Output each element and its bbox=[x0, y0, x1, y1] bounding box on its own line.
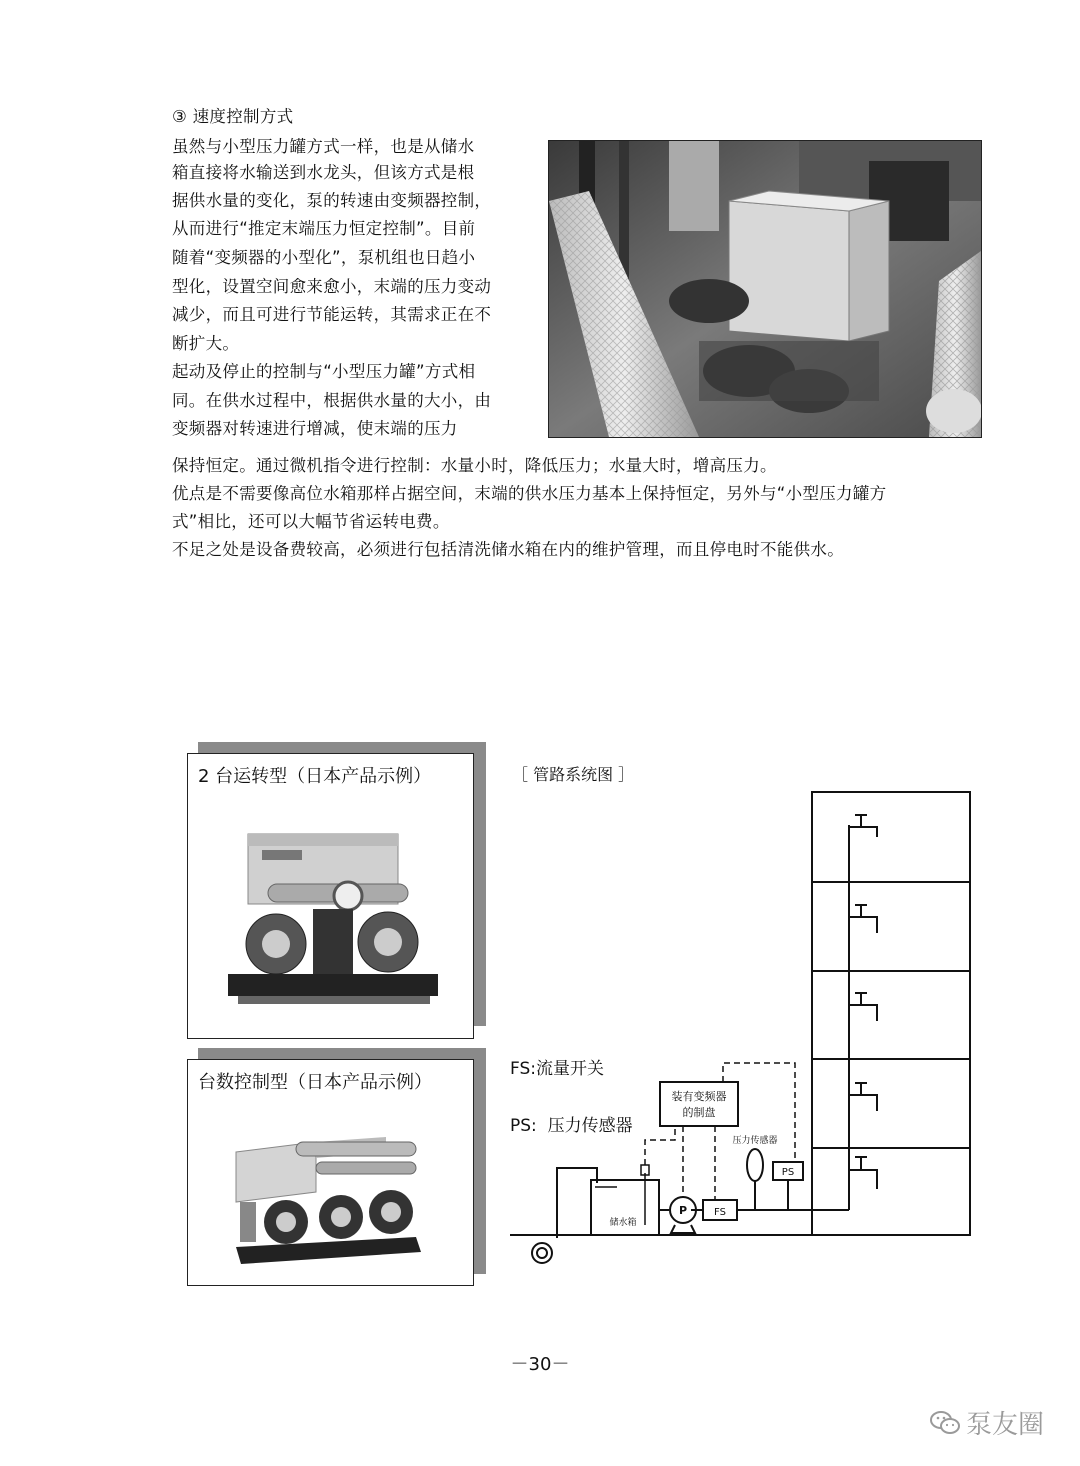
control-panel-label-1: 装有变频器 bbox=[671, 1090, 727, 1103]
watermark-text: 泵友圈 bbox=[965, 1410, 1044, 1440]
body-line: 式”相比，还可以大幅节省运转电费。 bbox=[172, 512, 450, 531]
ps-box-label: PS bbox=[781, 1167, 795, 1178]
card-title: 台数控制型（日本产品示例） bbox=[198, 1072, 432, 1093]
building-outline bbox=[812, 792, 970, 1235]
card-title: 2 台运转型（日本产品示例） bbox=[198, 766, 432, 787]
watermark bbox=[930, 1404, 1044, 1441]
body-line: 随着“变频器的小型化”，泵机组也日趋小 bbox=[172, 248, 476, 267]
body-line: 从而进行“推定末端压力恒定控制”。目前 bbox=[172, 219, 476, 238]
product-card-multi-unit bbox=[187, 1059, 474, 1286]
body-line: 优点是不需要像高位水箱那样占据空间，末端的供水压力基本上保持恒定，另外与“小型压力罐方 bbox=[172, 484, 887, 503]
body-line: 据供水量的变化，泵的转速由变频器控制， bbox=[172, 191, 492, 210]
diagram-title: ［ 管路系统图 ］ bbox=[512, 765, 635, 784]
body-line: 减少，而且可进行节能运转，其需求正在不 bbox=[172, 305, 492, 324]
section-heading: ③ 速度控制方式 bbox=[172, 107, 294, 126]
body-line: 起动及停止的控制与“小型压力罐”方式相 bbox=[172, 362, 476, 381]
fs-box-label: FS bbox=[714, 1207, 726, 1218]
body-line: 同。在供水过程中，根据供水量的大小，由 bbox=[172, 391, 492, 410]
page-number: －30－ bbox=[510, 1354, 570, 1375]
body-line: 虽然与小型压力罐方式一样，也是从储水 bbox=[172, 137, 475, 156]
body-line: 断扩大。 bbox=[172, 334, 240, 353]
product-card-two-unit bbox=[187, 753, 474, 1039]
wechat-icon bbox=[930, 1410, 960, 1436]
control-panel-label-2: 的制盘 bbox=[682, 1106, 716, 1119]
legend-ps: PS: 压力传感器 bbox=[510, 1116, 633, 1136]
piping-diagram bbox=[505, 785, 985, 1280]
tank-label: 储水箱 bbox=[609, 1218, 637, 1228]
pressure-sensor-label: 压力传感器 bbox=[732, 1136, 778, 1146]
body-line: 箱直接将水输送到水龙头，但该方式是根 bbox=[172, 163, 475, 182]
legend-fs: FS:流量开关 bbox=[510, 1059, 604, 1079]
body-line: 保持恒定。通过微机指令进行控制：水量小时，降低压力；水量大时，增高压力。 bbox=[172, 456, 777, 475]
two-unit-pump-image bbox=[218, 824, 440, 1024]
pump-label: P bbox=[678, 1204, 688, 1217]
pump-room-photo bbox=[548, 140, 982, 438]
body-line: 型化，设置空间愈来愈小，末端的压力变动 bbox=[172, 277, 492, 296]
multi-unit-pump-image bbox=[226, 1122, 426, 1272]
body-line: 不足之处是设备费较高，必须进行包括清洗储水箱在内的维护管理，而且停电时不能供水。 bbox=[172, 540, 844, 559]
body-line: 变频器对转速进行增减，使末端的压力 bbox=[172, 419, 458, 438]
